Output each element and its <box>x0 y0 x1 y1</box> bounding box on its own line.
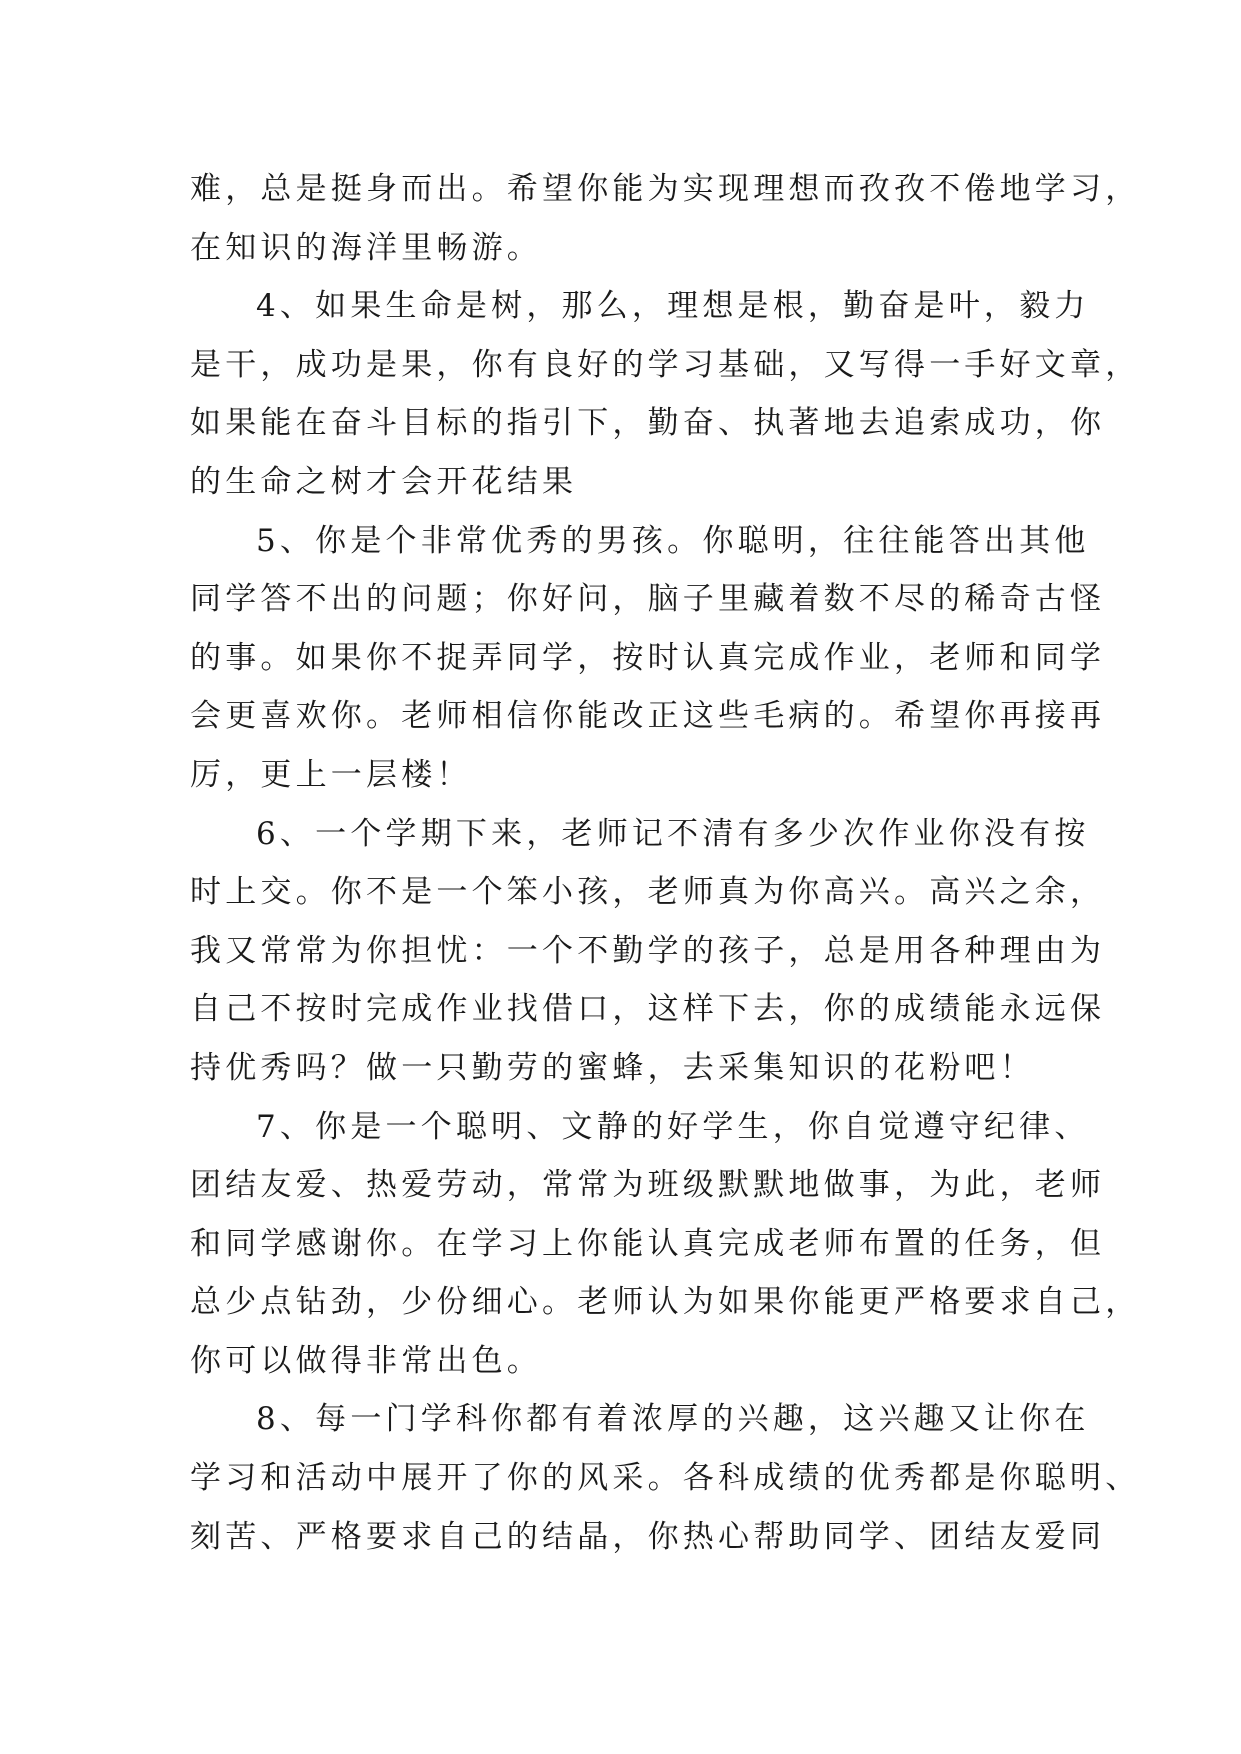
text-line: 我又常常为你担忧：一个不勤学的孩子，总是用各种理由为 <box>190 932 1106 969</box>
paragraph-start-line: 7、你是一个聪明、文静的好学生，你自觉遵守纪律、 <box>256 1108 1090 1145</box>
paragraph-start-line: 5、你是个非常优秀的男孩。你聪明，往往能答出其他 <box>256 522 1090 559</box>
text-line: 自己不按时完成作业找借口，这样下去，你的成绩能永远保 <box>190 991 1106 1028</box>
text-line: 持优秀吗？做一只勤劳的蜜蜂，去采集知识的花粉吧！ <box>190 1049 1035 1086</box>
text-line: 难，总是挺身而出。希望你能为实现理想而孜孜不倦地学习， <box>190 171 1141 207</box>
paragraph-start-line: 4、如果生命是树，那么，理想是根，勤奋是叶，毅力 <box>256 288 1090 325</box>
text-line: 会更喜欢你。老师相信你能改正这些毛病的。希望你再接再 <box>190 698 1106 735</box>
text-line: 刻苦、严格要求自己的结晶，你热心帮助同学、团结友爱同 <box>190 1518 1106 1555</box>
text-line: 团结友爱、热爱劳动，常常为班级默默地做事，为此，老师 <box>190 1167 1106 1204</box>
document-body <box>190 160 1141 1566</box>
text-line: 的生命之树才会开花结果 <box>190 463 578 500</box>
text-line: 时上交。你不是一个笨小孩，老师真为你高兴。高兴之余， <box>190 874 1106 911</box>
text-line: 是干，成功是果，你有良好的学习基础，又写得一手好文章， <box>190 346 1141 383</box>
paragraph-start-line: 8、每一门学科你都有着浓厚的兴趣，这兴趣又让你在 <box>256 1401 1090 1438</box>
text-line: 你可以做得非常出色。 <box>190 1342 542 1379</box>
text-line: 厉，更上一层楼！ <box>190 756 472 793</box>
text-line: 总少点钻劲，少份细心。老师认为如果你能更严格要求自己， <box>190 1284 1141 1321</box>
text-line: 在知识的海洋里畅游。 <box>190 229 542 266</box>
text-line: 同学答不出的问题；你好问，脑子里藏着数不尽的稀奇古怪 <box>190 581 1106 618</box>
paragraph-start-line: 6、一个学期下来，老师记不清有多少次作业你没有按 <box>256 815 1090 852</box>
text-line: 如果能在奋斗目标的指引下，勤奋、执著地去追索成功，你 <box>190 405 1106 442</box>
text-line: 和同学感谢你。在学习上你能认真完成老师布置的任务，但 <box>190 1225 1106 1262</box>
text-line: 学习和活动中展开了你的风采。各科成绩的优秀都是你聪明、 <box>190 1460 1141 1497</box>
text-line: 的事。如果你不捉弄同学，按时认真完成作业，老师和同学 <box>190 639 1106 676</box>
